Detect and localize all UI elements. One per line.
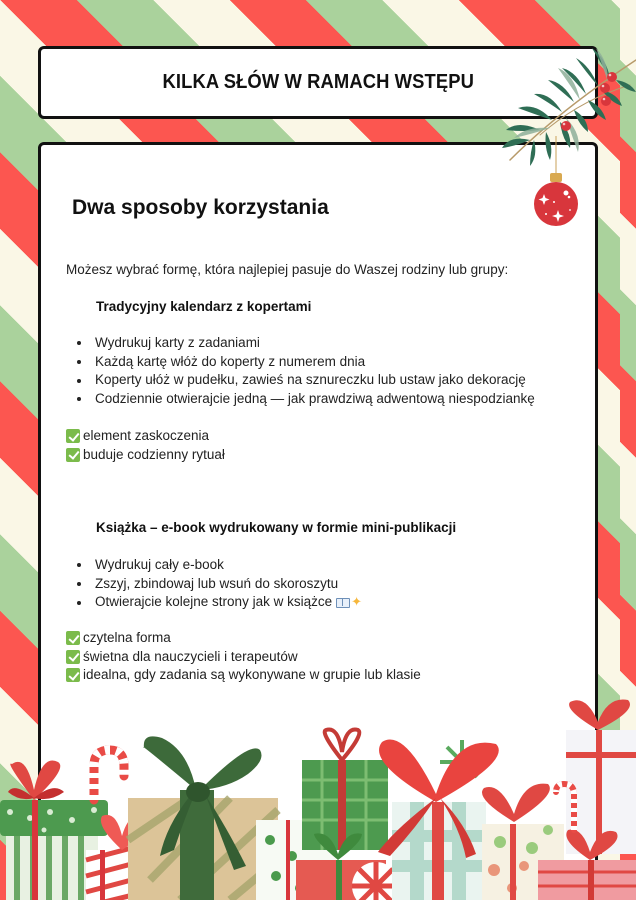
list-item bbox=[70, 593, 362, 612]
list-item bbox=[70, 556, 362, 575]
bullet-icon bbox=[77, 360, 81, 364]
list-item-text: Codziennie otwierajcie jedną — jak prawdziwą adwentową niespodziankę bbox=[95, 391, 535, 407]
page-title: KILKA SŁÓW W RAMACH WSTĘPU bbox=[162, 71, 474, 93]
list-item-text: Koperty ułóż w pudełku, zawieś na sznureczku lub ustaw jako dekorację bbox=[95, 372, 526, 388]
benefit-text: czytelna forma bbox=[83, 630, 171, 645]
bullet-icon bbox=[77, 582, 81, 586]
bullet-icon bbox=[77, 397, 81, 401]
gift-boxes-illustration bbox=[0, 690, 636, 900]
bullet-icon bbox=[77, 379, 81, 383]
benefit-item bbox=[66, 629, 421, 648]
benefit-item bbox=[66, 446, 225, 465]
bullet-icon bbox=[77, 563, 81, 567]
intro-text: Możesz wybrać formę, która najlepiej pasuje do Waszej rodziny lub grupy: bbox=[66, 262, 509, 277]
check-mark-icon bbox=[66, 650, 80, 664]
option1-title: Tradycyjny kalendarz z kopertami bbox=[96, 299, 312, 314]
book-icon bbox=[336, 598, 350, 608]
section-title: Dwa sposoby korzystania bbox=[72, 196, 329, 219]
christmas-ornament-icon bbox=[530, 136, 582, 228]
benefit-item bbox=[66, 666, 421, 685]
list-item-text: Wydrukuj cały e-book bbox=[95, 557, 224, 572]
check-mark-icon bbox=[66, 448, 80, 462]
benefit-text: idealna, gdy zadania są wykonywane w grupie lub klasie bbox=[83, 667, 421, 682]
bullet-icon bbox=[77, 601, 81, 605]
option1-bullets bbox=[70, 334, 535, 409]
benefit-text: element zaskoczenia bbox=[83, 428, 210, 443]
check-mark-icon bbox=[66, 668, 80, 682]
list-item-text: Każdą kartę włóż do koperty z numerem dnia bbox=[95, 353, 366, 369]
list-item-text: Zszyj, zbindowaj lub wsuń do skoroszytu bbox=[95, 575, 339, 591]
option2-title: Książka – e-book wydrukowany w formie mini-publikacji bbox=[96, 520, 457, 535]
list-item bbox=[70, 353, 535, 372]
benefit-text: buduje codzienny rytuał bbox=[83, 446, 225, 462]
list-item bbox=[70, 390, 535, 409]
list-item bbox=[70, 575, 362, 594]
list-item bbox=[70, 334, 535, 353]
check-mark-icon bbox=[66, 631, 80, 645]
list-item bbox=[70, 371, 535, 390]
option1-benefits bbox=[66, 427, 225, 464]
benefit-text: świetna dla nauczycieli i terapeutów bbox=[83, 648, 298, 664]
benefit-item bbox=[66, 427, 225, 446]
check-mark-icon bbox=[66, 429, 80, 443]
list-item-text: Otwierajcie kolejne strony jak w książce bbox=[95, 594, 333, 610]
benefit-item bbox=[66, 648, 421, 667]
sparkles-icon: ✦ bbox=[351, 594, 362, 610]
option2-benefits bbox=[66, 629, 421, 685]
option2-bullets bbox=[70, 556, 362, 612]
list-item-text: Wydrukuj karty z zadaniami bbox=[95, 335, 260, 350]
bullet-icon bbox=[77, 341, 81, 345]
